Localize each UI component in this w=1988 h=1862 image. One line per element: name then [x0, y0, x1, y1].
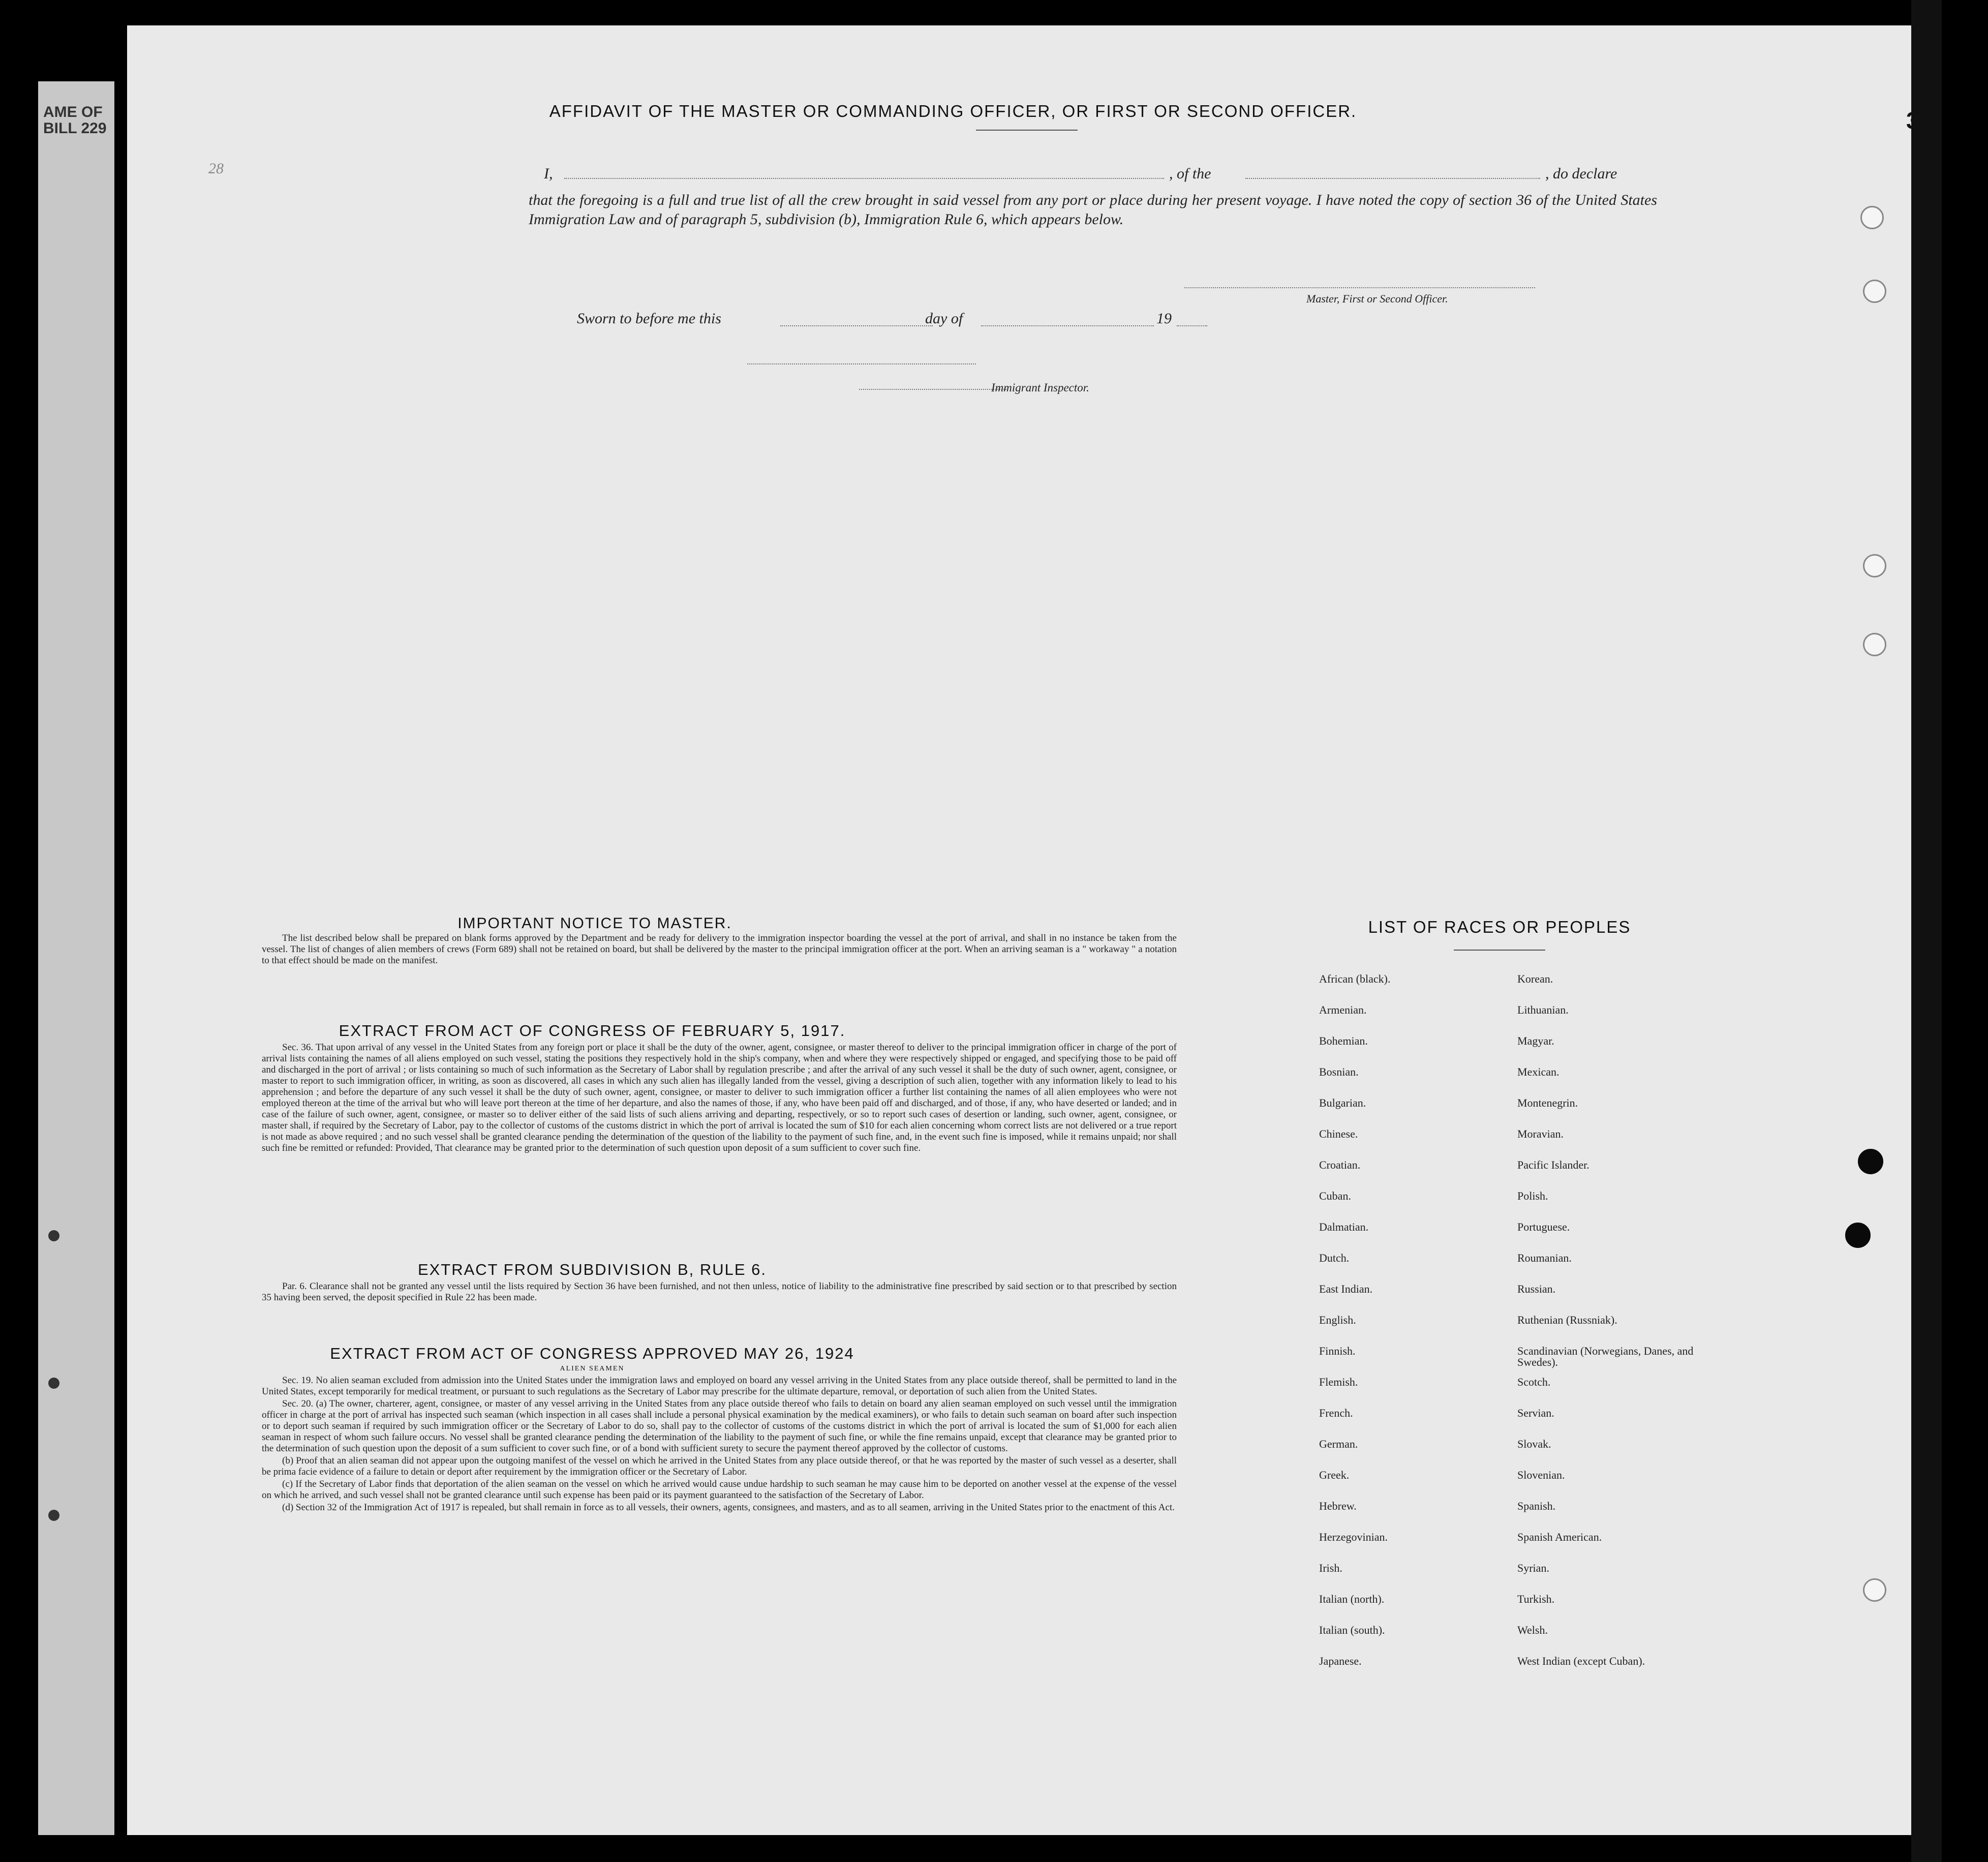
punch-hole-icon — [1863, 280, 1886, 303]
inspector-signature-blank — [747, 363, 976, 364]
day-of: day of — [925, 310, 963, 327]
race-item: Slovak. — [1517, 1438, 1551, 1450]
race-item: Servian. — [1517, 1407, 1554, 1419]
binder-clip-icon — [48, 1230, 59, 1241]
race-item: Italian (north). — [1319, 1593, 1385, 1605]
divider — [976, 130, 1078, 131]
signature-label: Master, First or Second Officer. — [1306, 292, 1448, 305]
race-item: Mexican. — [1517, 1065, 1559, 1078]
race-item: Irish. — [1319, 1562, 1342, 1574]
binder-clip-icon — [48, 1378, 59, 1389]
race-item: Finnish. — [1319, 1345, 1356, 1357]
race-item: Roumanian. — [1517, 1251, 1572, 1264]
divider — [1454, 950, 1545, 951]
binder-clip-icon — [48, 1510, 59, 1521]
notice-title: IMPORTANT NOTICE TO MASTER. — [457, 915, 732, 932]
race-item: Cuban. — [1319, 1189, 1351, 1202]
race-item: Croatian. — [1319, 1158, 1361, 1171]
stub-reference: AME OF BILL 229 — [43, 104, 107, 137]
race-item: Turkish. — [1517, 1593, 1555, 1605]
race-item: Spanish American. — [1517, 1531, 1602, 1543]
race-item: Korean. — [1517, 972, 1553, 985]
margin-mark: 28 — [208, 160, 224, 177]
race-item: Magyar. — [1517, 1034, 1554, 1047]
race-item: Greek. — [1319, 1469, 1350, 1481]
race-item: African (black). — [1319, 972, 1391, 985]
scan-border — [1911, 0, 1942, 1862]
race-item: Dalmatian. — [1319, 1220, 1369, 1233]
race-item: Russian. — [1517, 1283, 1556, 1295]
punch-hole-icon — [1863, 554, 1886, 577]
section-20a-paragraph: Sec. 20. (a) The owner, charterer, agent, consignee, or master of any vessel arriving in the United States from any place outside thereof who fails to detain on board any alien seaman employed on such vessel until the immigration officer in charge at the port of arrival has inspected such seaman (which inspection in all cases shall include a personal physical examination by the medical examiners), or who fails to detain such seaman on board after such inspection or to deport such seaman if required by such immigration officer or the Secretary of Labor to do so, shall pay to the collector of customs of the customs district in which the port of arrival is located the sum of $1,000 for each alien seaman in respect of whom such failure occurs. No vessel shall be granted clearance pending the determination of the liability to the payment of such fine, or while the fine remains unpaid, except that clearance may be granted prior to the determination of such question upon the deposit of a sum sufficient to cover such fine, or of a bond with sufficient surety to secure the payment thereof approved by the collector of customs. — [262, 1398, 1177, 1454]
punch-hole-icon — [1858, 1149, 1883, 1174]
section-20b-paragraph: (b) Proof that an alien seaman did not appear upon the outgoing manifest of the vessel on which he arrived in the United States from any place outside thereof, or that he was reported by the master of such vessel as a deserter, shall be prima facie evidence of a failure to detain or deport after requirement by the immigration officer or the Secretary of Labor. — [262, 1455, 1177, 1477]
race-item: Moravian. — [1517, 1127, 1564, 1140]
inspector-label: Immigrant Inspector. — [991, 381, 1089, 394]
affidavit-of-the: , of the — [1169, 165, 1211, 182]
race-item: Chinese. — [1319, 1127, 1358, 1140]
name-blank — [564, 178, 1164, 179]
race-item: Portuguese. — [1517, 1220, 1570, 1233]
race-item: Scotch. — [1517, 1376, 1551, 1388]
race-item: Flemish. — [1319, 1376, 1358, 1388]
race-item: Dutch. — [1319, 1251, 1350, 1264]
punch-hole-icon — [1845, 1223, 1871, 1248]
race-item: Slovenian. — [1517, 1469, 1565, 1481]
races-title: LIST OF RACES OR PEOPLES — [1368, 918, 1631, 936]
race-item: Bosnian. — [1319, 1065, 1359, 1078]
race-item: German. — [1319, 1438, 1358, 1450]
extract-1924-text — [262, 1375, 1177, 1514]
race-item: Japanese. — [1319, 1655, 1362, 1667]
section-19-paragraph: Sec. 19. No alien seaman excluded from admission into the United States under the immigration laws and employed on board any vessel arriving in the United States from any place outside thereof, shall be permitted to land in the United States, except temporarily for medical treatment, or pursuant to such regulations as the Secretary of Labor may prescribe for the ultimate departure, removal, or deportation of such alien from the United States. — [262, 1375, 1177, 1397]
race-item: Syrian. — [1517, 1562, 1549, 1574]
race-item: Polish. — [1517, 1189, 1548, 1202]
race-item: Welsh. — [1517, 1624, 1548, 1636]
races-column-right — [1517, 973, 1721, 1687]
race-item: Italian (south). — [1319, 1624, 1385, 1636]
page-number: 31 — [1906, 107, 1933, 134]
signature-blank — [1184, 287, 1535, 288]
section-20d-paragraph: (d) Section 32 of the Immigration Act of 1917 is repealed, but shall remain in force as to all vessels, their owners, agents, consignees, and masters, and as to all seamen, arriving in the United States prior to the enactment of this Act. — [282, 1502, 1175, 1513]
race-item: West Indian (except Cuban). — [1517, 1655, 1645, 1667]
year-blank — [1177, 325, 1207, 326]
race-item: Scandinavian (Norwegians, Danes, and Swedes). — [1517, 1345, 1694, 1368]
extract-1917-title: EXTRACT FROM ACT OF CONGRESS OF FEBRUARY 5, 1917. — [339, 1022, 846, 1040]
notice-text — [262, 933, 1177, 967]
race-item: Ruthenian (Russniak). — [1517, 1314, 1617, 1326]
paragraph-6: Par. 6. Clearance shall not be granted any vessel until the lists required by Section 36 have been furnished, and not then unless, notice of liability to the administrative fine prescribed by said section or to that prescribed by section 35 having been served, the deposit specified in Rule 22 has been made. — [262, 1281, 1177, 1303]
margin-stub — [38, 81, 114, 1835]
race-item: English. — [1319, 1314, 1356, 1326]
extract-rule6-text — [262, 1281, 1177, 1304]
extract-rule6-title: EXTRACT FROM SUBDIVISION B, RULE 6. — [417, 1261, 767, 1278]
affidavit-i: I, — [544, 165, 553, 182]
affidavit-declaration: that the foregoing is a full and true list of all the crew brought in said vessel from any port or place during her present voyage. I have noted the copy of section 36 of the United States Immigration Law and of paragraph 5, subdivision (b), Immigration Rule 6, which appears below. — [529, 192, 1657, 228]
section-36-paragraph: Sec. 36. That upon arrival of any vessel in the United States from any foreign port or place it shall be the duty of the owner, agent, consignee, or master thereof to deliver to the principal immigration officer in charge of the port of arrival lists containing the names of all aliens employed on such vessel, stating the positions they respectively hold in the ship's company, when and where they were respectively shipped or engaged, and specifying those to be paid off and discharged in the port of arrival ; or lists containing so much of such information as the Secretary of Labor shall by regulation prescribe ; and after the arrival of any such vessel it shall be the duty of such owner, agent, consignee, or master to report to such immigration officer, in writing, as soon as discovered, all cases in which any such alien has illegally landed from the vessel, giving a description of such alien, together with any information likely to lead to his apprehension ; and before the departure of any such vessel it shall be the duty of such owner, agent, consignee, or master to deliver to such immigration officer a further list containing the names of all alien employees who were not employed thereon at the time of the arrival but who will leave port thereon at the time of her departure, and also the names of those, if any, who have been paid off and discharged, and of those, if any, who have deserted or landed; and in case of the failure of such owner, agent, consignee, or master so to deliver either of the said lists of such aliens arriving and departing, respectively, or so to report such cases of desertion or landing, such owner, agent, consignee, or master shall, if required by the Secretary of Labor, pay to the collector of customs of the customs district in which the port of arrival is located the sum of $10 for each alien concerning whom correct lists are not delivered or a true report is not made as above required ; and no such vessel shall be granted clearance pending the determination of the question of the liability to the payment of such fine, and, in the event such fine is imposed, while it remains unpaid; nor shall such fine be remitted or refunded: Provided, That clearance may be granted prior to the determination of such question upon deposit of a sum sufficient to cover such fine. — [262, 1042, 1177, 1153]
vessel-blank — [1245, 178, 1540, 179]
race-item: Bulgarian. — [1319, 1096, 1366, 1109]
year-prefix: 19 — [1156, 310, 1172, 327]
races-list — [1319, 973, 1827, 1711]
month-blank — [981, 325, 1154, 326]
races-column-left — [1319, 973, 1502, 1687]
race-item: Herzegovinian. — [1319, 1531, 1388, 1543]
race-item: Hebrew. — [1319, 1500, 1357, 1512]
race-item: Spanish. — [1517, 1500, 1556, 1512]
affidavit-page — [127, 25, 1911, 1835]
extract-1924-title: EXTRACT FROM ACT OF CONGRESS APPROVED MAY 26, 1924 — [330, 1345, 854, 1362]
extract-1917-text — [262, 1042, 1177, 1155]
sworn-text: Sworn to before me this — [577, 310, 721, 327]
extract-1924-subtitle: ALIEN SEAMEN — [560, 1365, 625, 1372]
race-item: Bohemian. — [1319, 1034, 1368, 1047]
inspector-name-blank — [859, 389, 1006, 390]
sworn-day-blank — [780, 325, 933, 326]
race-item: Lithuanian. — [1517, 1003, 1569, 1016]
affidavit-title: AFFIDAVIT OF THE MASTER OR COMMANDING OFFICER, OR FIRST OR SECOND OFFICER. — [549, 102, 1357, 120]
race-item: East Indian. — [1319, 1283, 1373, 1295]
section-20c-paragraph: (c) If the Secretary of Labor finds that deportation of the alien seaman on the vessel on which he arrived would cause undue hardship to such seaman he may cause him to be deported on another vessel at the expense of the vessel on which he arrived, and such vessel shall not be granted clearance until such expense has been paid or its payment guaranteed to the satisfaction of the Secretary of Labor. — [262, 1479, 1177, 1501]
race-item: Armenian. — [1319, 1003, 1367, 1016]
affidavit-do-declare: , do declare — [1545, 165, 1617, 182]
punch-hole-icon — [1863, 633, 1886, 656]
punch-hole-icon — [1863, 1578, 1886, 1602]
race-item: Montenegrin. — [1517, 1096, 1578, 1109]
punch-hole-icon — [1860, 206, 1884, 229]
race-item: Pacific Islander. — [1517, 1158, 1589, 1171]
notice-paragraph: The list described below shall be prepared on blank forms approved by the Department and be ready for delivery to the immigration inspector boarding the vessel at the port of arrival, and shall in no instance be taken from the vessel. The list of changes of alien members of crews (Form 689) shall not be retained on board, but shall be delivered by the master to the principal immigration officer at the port. When an arriving seaman is a " workaway " a notation to that effect should be made on the manifest. — [262, 933, 1177, 966]
race-item: French. — [1319, 1407, 1353, 1419]
